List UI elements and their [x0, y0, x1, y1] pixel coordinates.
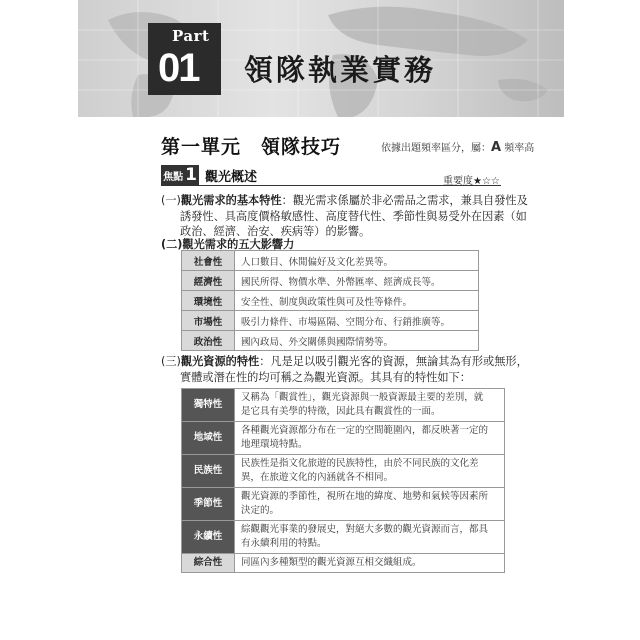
- section1-line2: 誘發性、具高度價格敏感性、高度替代性、季節性與易受外在因素（如: [180, 210, 527, 223]
- row-value: 國民所得、物價水準、外幣匯率、經濟成長等。: [235, 271, 479, 291]
- table-row: [182, 271, 479, 291]
- part-number: 01: [158, 46, 199, 90]
- section1-text1: ：觀光需求係屬於非必需品之需求，兼具自發性及: [281, 194, 528, 207]
- table-row: [182, 331, 479, 351]
- section3-heading: 觀光資源的特性: [180, 355, 260, 368]
- row-value-line2: 是它具有美學的特徵，因此具有觀賞性的一面。: [241, 406, 441, 417]
- row-key: 政治性: [182, 331, 235, 351]
- row-key: 環境性: [182, 291, 235, 311]
- demand-influence-table: [181, 250, 479, 351]
- row-value-line1: 綜觀觀光事業的發展史，對絕大多數的觀光資源而言，都具: [241, 524, 489, 535]
- row-value-line1: 同區內多種類型的觀光資源互相交織組成。: [241, 557, 422, 568]
- row-key: 市場性: [182, 311, 235, 331]
- row-value: 國內政局、外交關係與國際情勢等。: [235, 331, 479, 351]
- resource-traits-table: [181, 388, 505, 573]
- row-value-line1: 觀光資源的季節性，視所在地的緯度、地勢和氣候等因素所: [241, 491, 489, 502]
- table-row: [182, 311, 479, 331]
- focus-badge-number: 1: [185, 165, 197, 185]
- row-value: [235, 422, 505, 455]
- section2-marker: (二): [161, 238, 183, 251]
- row-key: 季節性: [182, 488, 235, 521]
- section3-text1: ：凡是足以吸引觀光客的資源，無論其為有形或無形，: [259, 355, 528, 368]
- row-key: 綜合性: [182, 554, 235, 573]
- frequency-prefix: 依據出題頻率區分，屬：: [381, 143, 491, 154]
- focus-badge-label: 焦點: [163, 171, 184, 183]
- row-value: 人口數目、休閒偏好及文化差異等。: [235, 251, 479, 271]
- section1-line3: 政治、經濟、治安、疾病等）的影響。: [180, 225, 371, 238]
- row-value-line1: 民族性是指文化旅遊的民族特性，由於不同民族的文化差: [241, 458, 479, 469]
- row-value: [235, 455, 505, 488]
- row-value: [235, 488, 505, 521]
- row-value-line1: 各種觀光資源都分布在一定的空間範圍內，都反映著一定的: [241, 425, 489, 436]
- focus-title: 觀光概述: [205, 170, 258, 185]
- frequency-suffix: 頻率高: [504, 143, 535, 154]
- row-key: 永續性: [182, 521, 235, 554]
- table-row: [182, 455, 505, 488]
- row-value: [235, 521, 505, 554]
- row-value: [235, 554, 505, 573]
- section1-heading: 觀光需求的基本特性: [180, 194, 282, 207]
- table-row: [182, 521, 505, 554]
- section3-line1: [161, 354, 528, 370]
- section1-marker: (一): [161, 194, 181, 207]
- importance-label: 重要度: [443, 176, 473, 187]
- frequency-grade: A: [491, 140, 502, 155]
- row-value-line2: 有永續利用的特點。: [241, 538, 327, 549]
- section2-heading: 觀光需求的五大影響力: [182, 238, 295, 251]
- row-value-line2: 決定的。: [241, 505, 280, 516]
- section3-line2: 實體或潛在性的均可稱之為觀光資源。其具有的特性如下：: [180, 371, 471, 384]
- part-label: Part: [172, 27, 210, 45]
- section1-line1: [161, 193, 528, 209]
- section3-marker: (三): [161, 355, 181, 368]
- chapter-title: 領隊執業實務: [244, 53, 437, 87]
- focus-badge: [161, 165, 199, 185]
- importance-rating: [443, 172, 500, 187]
- row-key: 地域性: [182, 422, 235, 455]
- frequency-note: [381, 139, 534, 155]
- row-value-line2: 異，在旅遊文化的內涵就各不相同。: [241, 472, 394, 483]
- table-row: [182, 389, 505, 422]
- row-value-line2: 地理環境特點。: [241, 439, 308, 450]
- row-key: 獨特性: [182, 389, 235, 422]
- table-row: [182, 488, 505, 521]
- table-row: [182, 554, 505, 573]
- row-value-line1: 又稱為「觀賞性」，觀光資源與一般資源最主要的差別，就: [241, 392, 484, 403]
- row-key: 社會性: [182, 251, 235, 271]
- table-row: [182, 251, 479, 271]
- table-row: [182, 422, 505, 455]
- unit-title: 第一單元 領隊技巧: [161, 136, 342, 158]
- importance-stars: ★☆☆: [473, 176, 500, 187]
- row-value: 吸引力條件、市場區隔、空間分布、行銷推廣等。: [235, 311, 479, 331]
- row-key: 經濟性: [182, 271, 235, 291]
- row-value: 安全性、制度與政策性與可及性等條件。: [235, 291, 479, 311]
- table-row: [182, 291, 479, 311]
- row-key: 民族性: [182, 455, 235, 488]
- row-value: [235, 389, 505, 422]
